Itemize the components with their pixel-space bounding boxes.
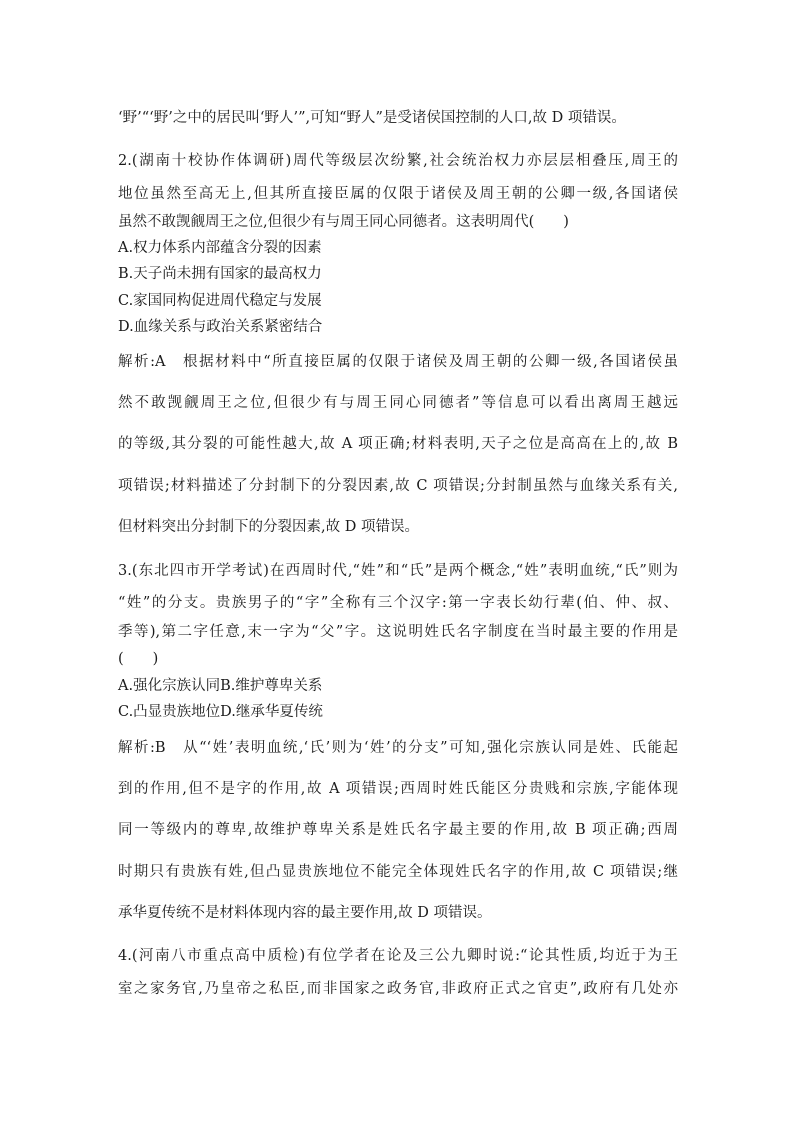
option-d: D.血缘关系与政治关系紧密结合 xyxy=(118,319,323,335)
text-line-q3-stem: ( ) xyxy=(118,651,159,667)
text-line-q4-stem: 4.(河南八市重点高中质检)有位学者在论及三公九卿时说:“论其性质,均近于为王 xyxy=(118,948,678,964)
analysis-line: 然不敢觊觎周王之位,但很少有与周王同心同德者”等信息可以看出离周王越远 xyxy=(118,395,678,411)
analysis-line: 到的作用,但不是字的作用,故 A 项错误;西周时姓氏能区分贵贱和宗族,字能体现 xyxy=(118,781,678,797)
text-line-q4-stem: 室之家务官,乃皇帝之私臣,而非国家之政务官,非政府正式之官吏”,政府有几处亦 xyxy=(118,981,678,997)
analysis-line: 同一等级内的尊卑,故维护尊卑关系是姓氏名字最主要的作用,故 B 项正确;西周 xyxy=(118,822,678,838)
option-c: C.家国同构促进周代稳定与发展 xyxy=(118,293,322,309)
analysis-line: 承华夏传统不是材料体现内容的最主要作用,故 D 项错误。 xyxy=(118,905,492,921)
text-line-q2-stem: 地位虽然至高无上,但其所直接臣属的仅限于诸侯及周王朝的公卿一级,各国诸侯 xyxy=(118,186,678,202)
analysis-line: 项错误;材料描述了分封制下的分裂因素,故 C 项错误;分封制虽然与血缘关系有关, xyxy=(118,478,678,494)
text-line-q2-stem: 虽然不敢觊觎周王之位,但很少有与周王同心同德者。这表明周代( ) xyxy=(118,214,569,230)
text-line-q3-stem: 季等),第二字任意,末一字为“父”字。这说明姓氏名字制度在当时最主要的作用是 xyxy=(118,624,678,640)
text-line-q1-end: ‘野’“‘野’之中的居民叫‘野人’”,可知“野人”是受诸侯国控制的人口,故 D 项错误。 xyxy=(118,110,626,126)
text-line-q2-stem: 2.(湖南十校协作体调研)周代等级层次纷繁,社会统治权力亦层层相叠压,周王的 xyxy=(118,153,678,169)
analysis-line: 时期只有贵族有姓,但凸显贵族地位不能完全体现姓氏名字的作用,故 C 项错误;继 xyxy=(118,864,678,880)
option-ab: A.强化宗族认同B.维护尊卑关系 xyxy=(118,678,323,694)
text-line-q3-stem: “姓”的分支。贵族男子的“字”全称有三个汉字:第一字表长幼行辈(伯、仲、叔、 xyxy=(118,595,678,611)
analysis-line: 解析:B 从“‘姓’表明血统,‘氏’则为‘姓’的分支”可知,强化宗族认同是姓、氏能起 xyxy=(118,740,678,756)
analysis-line: 但材料突出分封制下的分裂因素,故 D 项错误。 xyxy=(118,519,419,535)
text-line-q3-stem: 3.(东北四市开学考试)在西周时代,“姓”和“氏”是两个概念,“姓”表明血统,“氏”则为 xyxy=(118,563,678,579)
analysis-line: 的等级,其分裂的可能性越大,故 A 项正确;材料表明,天子之位是高高在上的,故 B xyxy=(118,436,678,452)
option-b: B.天子尚未拥有国家的最高权力 xyxy=(118,266,322,282)
analysis-line: 解析:A 根据材料中“所直接臣属的仅限于诸侯及周王朝的公卿一级,各国诸侯虽 xyxy=(118,354,678,370)
option-cd: C.凸显贵族地位D.继承华夏传统 xyxy=(118,704,323,720)
option-a: A.权力体系内部蕴含分裂的因素 xyxy=(118,240,322,256)
